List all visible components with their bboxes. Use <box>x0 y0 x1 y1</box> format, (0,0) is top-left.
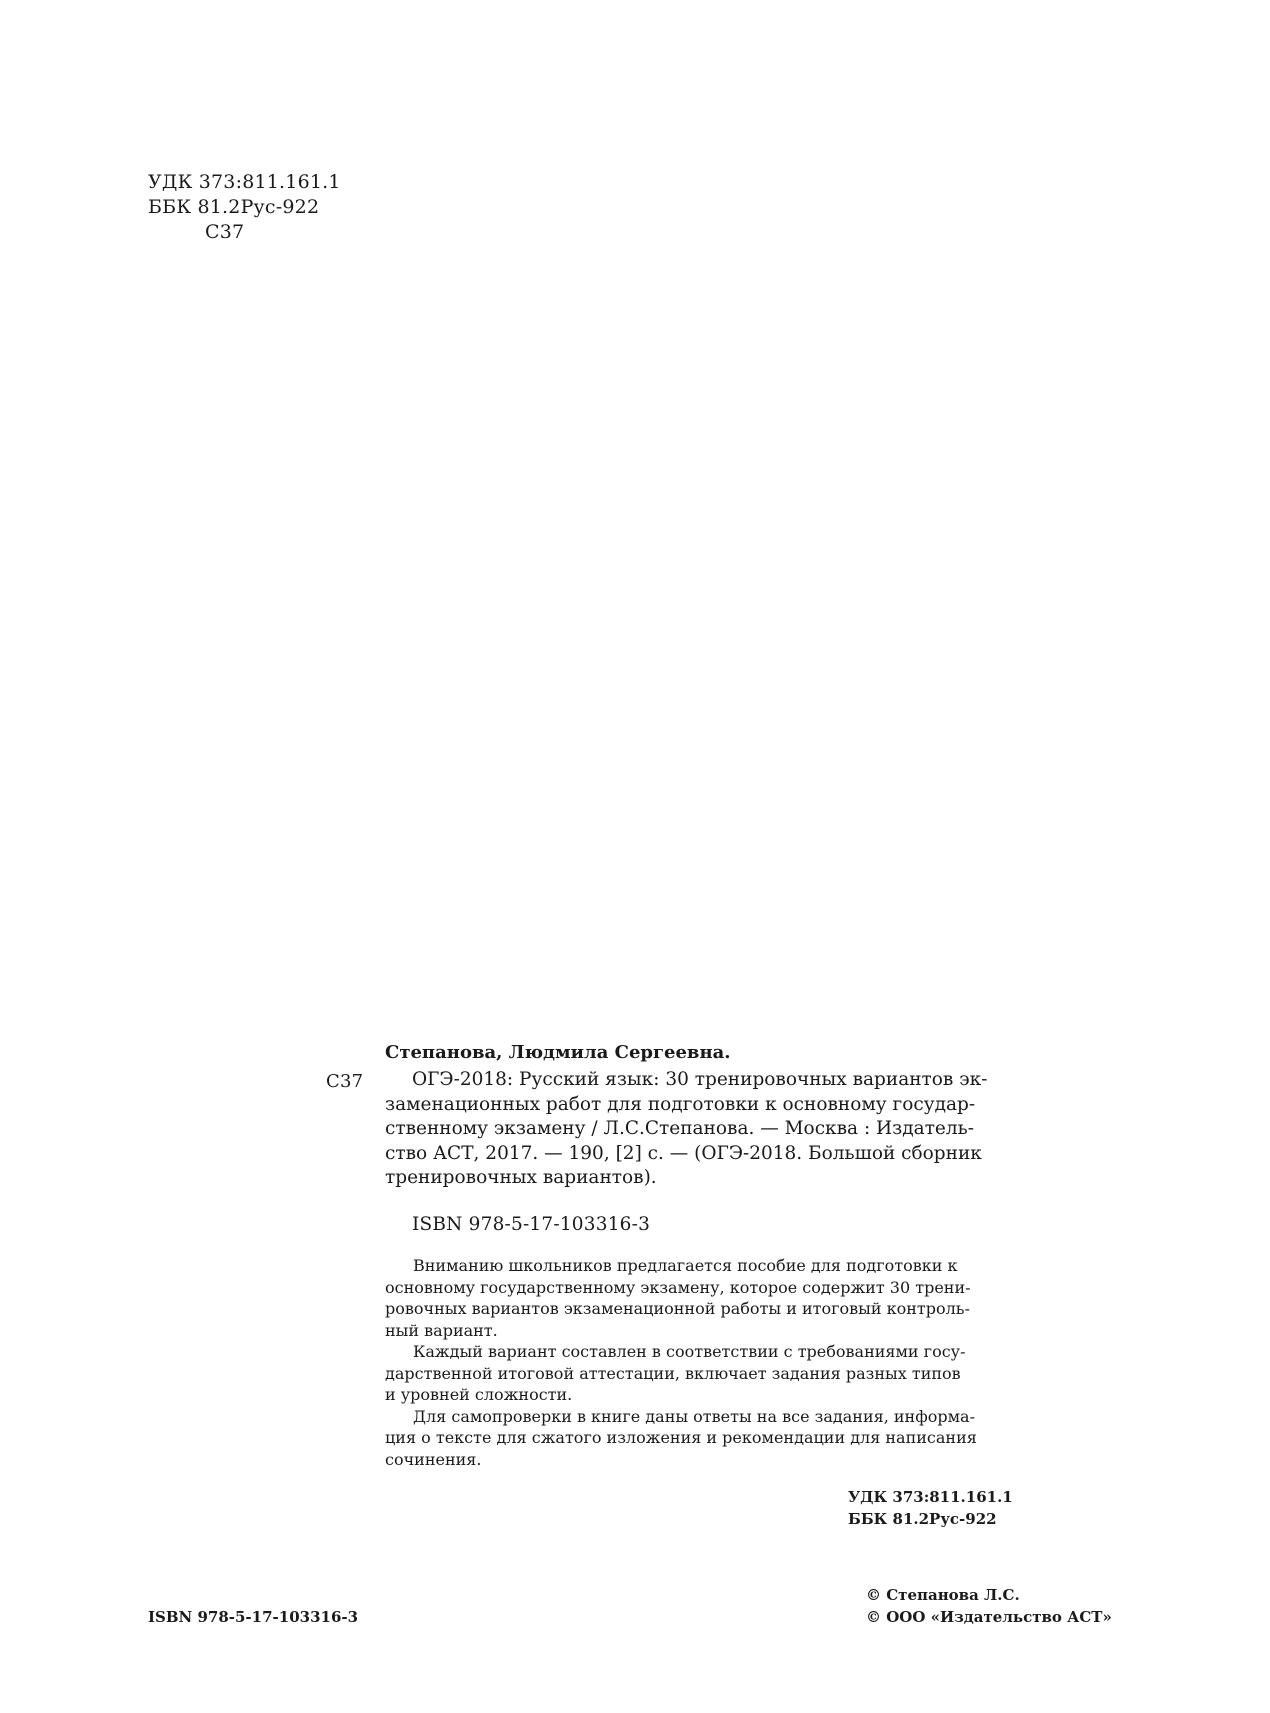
author-name: Степанова, Людмила Сергеевна. <box>385 1042 731 1063</box>
author-sign-card: С37 <box>326 1071 364 1092</box>
bib-line: ство АСТ, 2017. — 190, [2] с. — (ОГЭ-2018. Большой сборник <box>385 1142 982 1164</box>
isbn-footer: ISBN 978-5-17-103316-3 <box>148 1608 359 1626</box>
annotation-line: сочинения. <box>385 1449 482 1469</box>
annotation-line: ция о тексте для сжатого изложения и рекомендации для написания <box>385 1428 977 1447</box>
author-sign-top: С37 <box>205 221 245 243</box>
isbn-card: ISBN 978-5-17-103316-3 <box>412 1214 651 1235</box>
bib-line: тренировочных вариантов). <box>385 1167 657 1188</box>
bbk-code-top: ББК 81.2Рус-922 <box>148 196 320 218</box>
bbk-code-bottom: ББК 81.2Рус-922 <box>848 1510 997 1528</box>
annotation-line: Каждый вариант составлен в соответствии с требованиями госу- <box>413 1342 966 1361</box>
annotation-line: ровочных вариантов экзаменационной работы и итоговый контроль- <box>385 1299 970 1318</box>
bib-line: ственному экзамену / Л.С.Степанова. — Москва : Издатель- <box>385 1118 974 1139</box>
annotation-line: Для самопроверки в книге даны ответы на все задания, информа- <box>413 1406 975 1426</box>
annotation <box>385 1255 1002 1470</box>
annotation-line: ный вариант. <box>385 1320 498 1340</box>
bib-line: ОГЭ-2018: Русский язык: 30 тренировочных вариантов эк- <box>412 1069 988 1090</box>
udk-code-bottom: УДК 373:811.161.1 <box>848 1488 1013 1506</box>
annotation-line: Вниманию школьников предлагается пособие для подготовки к <box>413 1256 958 1275</box>
udk-code-top: УДК 373:811.161.1 <box>148 171 341 193</box>
bib-line: заменационных работ для подготовки к основному государ- <box>385 1093 976 1115</box>
annotation-line: и уровней сложности. <box>385 1385 573 1404</box>
annotation-line: основному государственному экзамену, которое содержит 30 трени- <box>385 1277 971 1297</box>
copyright-author: © Степанова Л.С. <box>866 1586 1020 1604</box>
copyright-publisher: © ООО «Издательство АСТ» <box>866 1608 1112 1626</box>
bibliographic-description <box>385 1068 1004 1191</box>
annotation-line: дарственной итоговой аттестации, включает задания разных типов <box>385 1363 961 1383</box>
